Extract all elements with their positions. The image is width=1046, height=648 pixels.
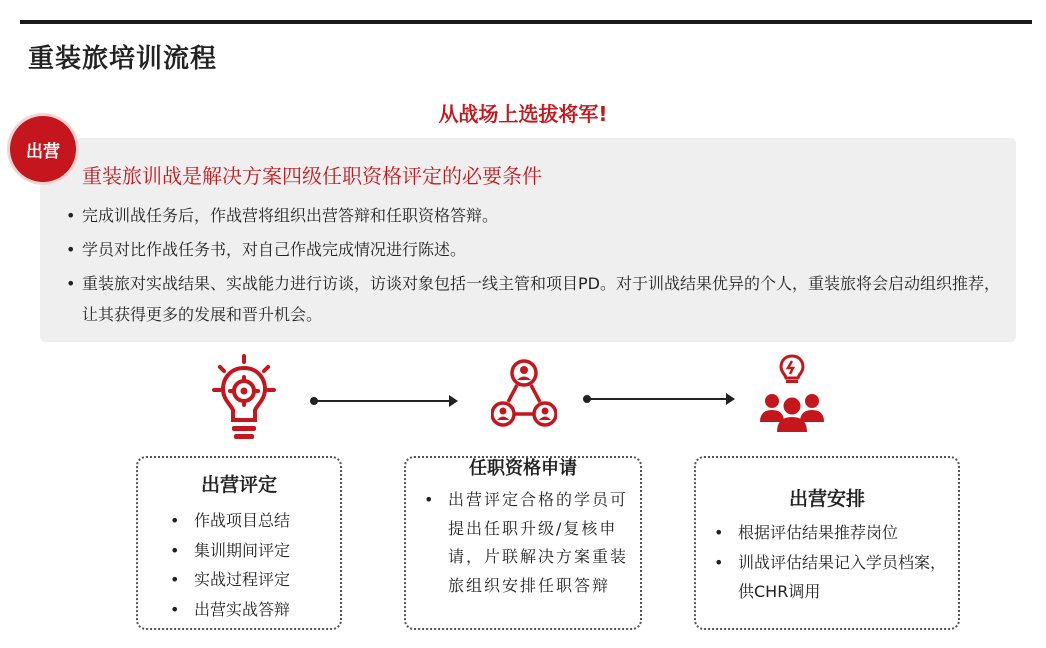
- page-title: 重装旅培训流程: [28, 44, 218, 74]
- requirement-item: • 完成训战任务后，作战营将组织出营答辩和任职资格答辩。: [64, 200, 1010, 231]
- requirements-list: [64, 200, 1010, 333]
- step-title: 任职资格申请: [469, 458, 577, 479]
- top-divider: [20, 20, 1032, 24]
- step-items: [418, 486, 636, 600]
- team-idea-icon: [758, 352, 826, 434]
- slogan: 从战场上选拔将军!: [438, 102, 608, 126]
- step-card-evaluation: [136, 456, 342, 630]
- step-item: • 集训期间评定: [164, 536, 340, 566]
- lightbulb-gear-icon: [208, 352, 280, 444]
- step-card-arrangement: [694, 456, 960, 630]
- step-title: 出营安排: [788, 488, 865, 510]
- section-badge: 出营: [10, 116, 76, 182]
- people-network-icon: [491, 358, 557, 432]
- step-item: • 实战过程评定: [164, 565, 340, 595]
- requirement-item: • 学员对比作战任务书，对自己作战完成情况进行陈述。: [64, 234, 1010, 265]
- step-item: • 出营评定合格的学员可提出任职升级/复核申请，片联解决方案重装旅组织安排任职答辩: [418, 486, 636, 600]
- step-item: • 出营实战答辩: [164, 595, 340, 625]
- requirement-item: • 重装旅对实战结果、实战能力进行访谈，访谈对象包括一线主管和项目PD。对于训战结果优异的个人，重装旅将会启动组织推荐，让其获得更多的发展和晋升机会。: [64, 268, 1010, 330]
- flow-arrow: [314, 400, 456, 402]
- step-card-application: [404, 456, 642, 630]
- step-items: [164, 506, 340, 624]
- step-item: • 训战评估结果记入学员档案，供CHR调用: [708, 548, 952, 607]
- step-item: • 根据评估结果推荐岗位: [708, 518, 952, 548]
- step-item: • 作战项目总结: [164, 506, 340, 536]
- step-items: [708, 518, 952, 607]
- step-title: 出营评定: [200, 474, 277, 496]
- flow-arrow: [587, 398, 733, 400]
- section-heading: 重装旅训战是解决方案四级任职资格评定的必要条件: [82, 164, 542, 188]
